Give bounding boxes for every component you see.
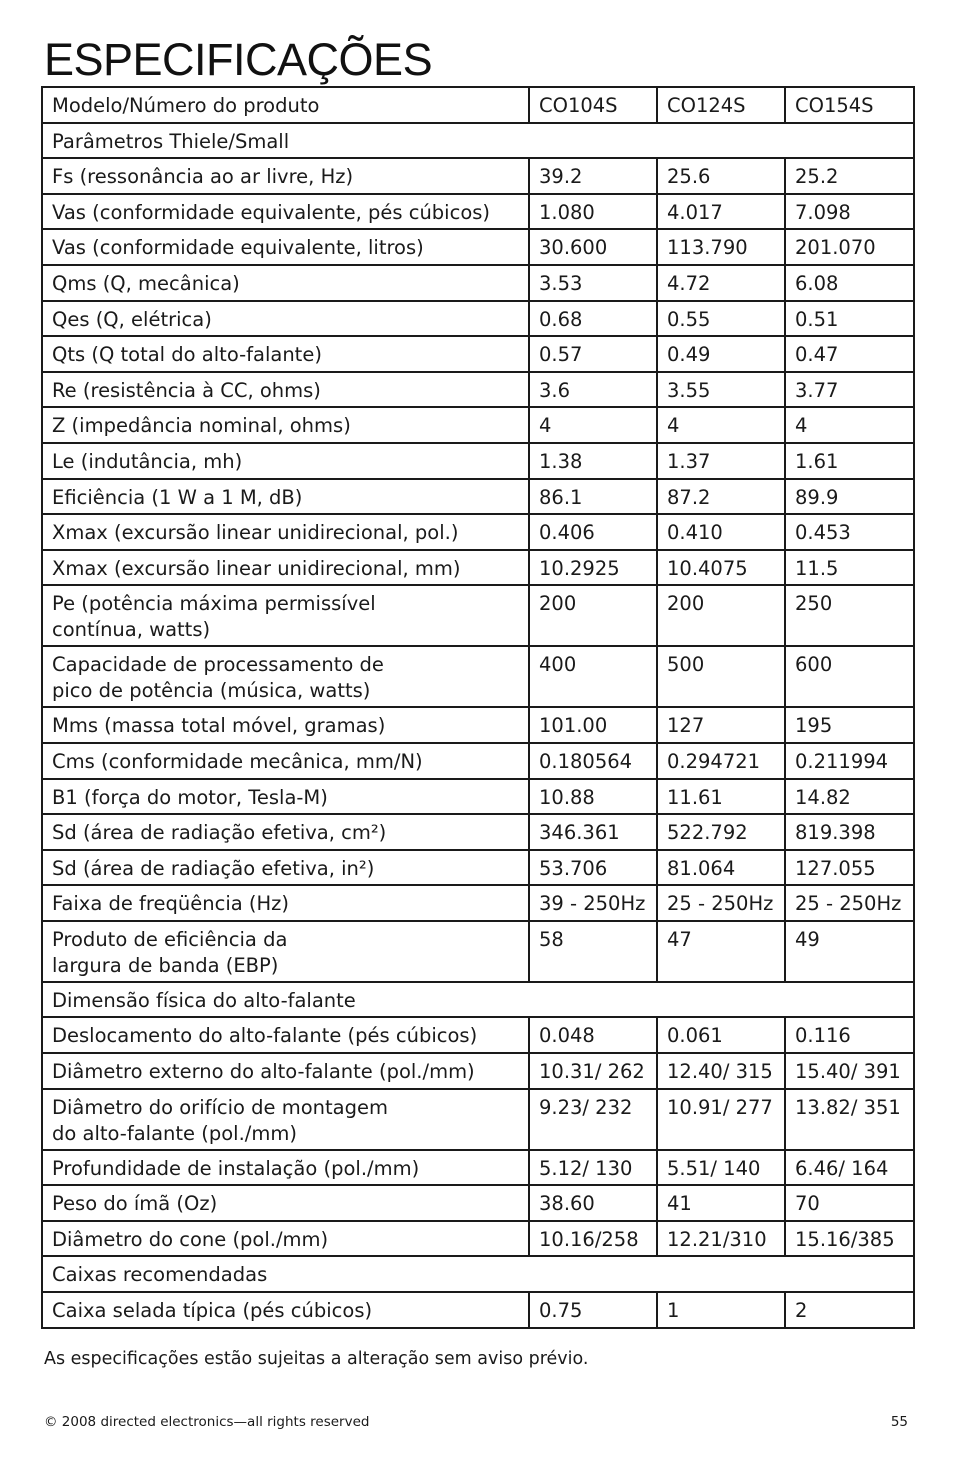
value-cell	[529, 443, 657, 479]
parameter-label: B1 (força do motor, Tesla-M)	[52, 785, 328, 809]
parameter-label: Profundidade de instalação (pol./mm)	[52, 1156, 420, 1180]
value-cell	[529, 1221, 657, 1257]
parameter-cell	[42, 921, 529, 982]
parameter-value: 81.064	[667, 856, 736, 880]
table-row	[42, 646, 914, 707]
parameter-value: 0.453	[795, 521, 851, 545]
value-cell	[785, 885, 914, 921]
value-cell	[657, 779, 785, 815]
parameter-value: 30.600	[539, 236, 608, 260]
table-row	[42, 814, 914, 850]
parameter-value: 10.31/ 262	[539, 1060, 645, 1084]
value-cell	[657, 514, 785, 550]
parameter-cell	[42, 372, 529, 408]
parameter-value: 5.51/ 140	[667, 1156, 761, 1180]
parameter-cell	[42, 158, 529, 194]
parameter-value: 127.055	[795, 856, 876, 880]
parameter-value: 101.00	[539, 714, 608, 738]
parameter-cell	[42, 707, 529, 743]
parameter-value: 4.017	[667, 200, 723, 224]
parameter-cell	[42, 265, 529, 301]
parameter-label: Z (impedância nominal, ohms)	[52, 414, 351, 438]
section-header-row	[42, 982, 914, 1018]
parameter-value: 1	[667, 1299, 680, 1323]
parameter-value: 0.55	[667, 307, 711, 331]
value-cell	[657, 87, 785, 123]
value-cell	[785, 87, 914, 123]
value-cell	[657, 1292, 785, 1328]
parameter-cell	[42, 550, 529, 586]
parameter-value: 25 - 250Hz	[667, 892, 774, 916]
value-cell	[529, 707, 657, 743]
parameter-value: 9.23/ 232	[539, 1095, 633, 1119]
parameter-value: 89.9	[795, 485, 839, 509]
parameter-cell	[42, 443, 529, 479]
parameter-value: 0.57	[539, 343, 583, 367]
parameter-label: Fs (ressonância ao ar livre, Hz)	[52, 165, 354, 189]
parameter-value: 10.16/258	[539, 1227, 639, 1251]
parameter-value: 39.2	[539, 165, 583, 189]
parameter-cell	[42, 1150, 529, 1186]
value-cell	[657, 1053, 785, 1089]
value-cell	[657, 743, 785, 779]
value-cell	[785, 1017, 914, 1053]
value-cell	[785, 479, 914, 515]
value-cell	[657, 1150, 785, 1186]
parameter-value: 6.08	[795, 271, 839, 295]
table-row	[42, 1221, 914, 1257]
value-cell	[529, 301, 657, 337]
parameter-value: 0.180564	[539, 749, 633, 773]
parameter-cell	[42, 514, 529, 550]
parameter-cell	[42, 229, 529, 265]
value-cell	[529, 1292, 657, 1328]
table-row	[42, 479, 914, 515]
parameter-value: 4.72	[667, 271, 711, 295]
parameter-cell	[42, 1089, 529, 1150]
parameter-value: 87.2	[667, 485, 711, 509]
parameter-cell	[42, 1017, 529, 1053]
table-row	[42, 885, 914, 921]
value-cell	[785, 921, 914, 982]
value-cell	[785, 158, 914, 194]
table-row	[42, 743, 914, 779]
value-cell	[657, 336, 785, 372]
parameter-value: 0.116	[795, 1024, 851, 1048]
table-row	[42, 407, 914, 443]
parameter-label: Qts (Q total do alto-falante)	[52, 343, 322, 367]
value-cell	[785, 814, 914, 850]
value-cell	[657, 229, 785, 265]
value-cell	[529, 850, 657, 886]
value-cell	[785, 550, 914, 586]
parameter-value: 0.410	[667, 521, 723, 545]
value-cell	[785, 743, 914, 779]
specifications-table	[41, 86, 915, 1329]
parameter-value: 15.40/ 391	[795, 1060, 901, 1084]
value-cell	[657, 265, 785, 301]
parameter-value: 14.82	[795, 785, 851, 809]
parameter-value: 11.5	[795, 556, 839, 580]
section-header-row	[42, 1256, 914, 1292]
parameter-value: 53.706	[539, 856, 608, 880]
value-cell	[785, 1185, 914, 1221]
value-cell	[529, 158, 657, 194]
parameter-value: CO124S	[667, 94, 746, 117]
parameter-label: Diâmetro do orifício de montagem do alto-falante (pol./mm)	[52, 1095, 388, 1145]
parameter-label: Vas (conformidade equivalente, pés cúbicos)	[52, 200, 491, 224]
value-cell	[785, 372, 914, 408]
parameter-value: 49	[795, 927, 820, 951]
parameter-label: Vas (conformidade equivalente, litros)	[52, 236, 424, 260]
parameter-cell	[42, 87, 529, 123]
parameter-value: 12.21/310	[667, 1227, 767, 1251]
table-row	[42, 229, 914, 265]
parameter-value: 113.790	[667, 236, 748, 260]
parameter-value: 0.49	[667, 343, 711, 367]
parameter-value: 522.792	[667, 821, 748, 845]
value-cell	[657, 1017, 785, 1053]
value-cell	[657, 158, 785, 194]
parameter-value: 25.2	[795, 165, 839, 189]
parameter-value: 39 - 250Hz	[539, 892, 646, 916]
section-header-row	[42, 123, 914, 159]
value-cell	[785, 1150, 914, 1186]
parameter-value: 41	[667, 1192, 692, 1216]
parameter-label: Xmax (excursão linear unidirecional, mm)	[52, 556, 461, 580]
value-cell	[657, 1185, 785, 1221]
value-cell	[529, 229, 657, 265]
parameter-value: 47	[667, 927, 692, 951]
parameter-value: 201.070	[795, 236, 876, 260]
parameter-label: Re (resistência à CC, ohms)	[52, 378, 321, 402]
parameter-value: 819.398	[795, 821, 876, 845]
parameter-cell	[42, 585, 529, 646]
value-cell	[785, 850, 914, 886]
parameter-label: Mms (massa total móvel, gramas)	[52, 714, 386, 738]
parameter-value: 0.211994	[795, 749, 889, 773]
value-cell	[657, 550, 785, 586]
parameter-cell	[42, 336, 529, 372]
table-row	[42, 1053, 914, 1089]
value-cell	[785, 514, 914, 550]
parameter-label: Qes (Q, elétrica)	[52, 307, 212, 331]
table-row	[42, 779, 914, 815]
parameter-value: 4	[539, 414, 552, 438]
parameter-cell	[42, 850, 529, 886]
parameter-label: Cms (conformidade mecânica, mm/N)	[52, 749, 423, 773]
parameter-value: 1.080	[539, 200, 595, 224]
parameter-value: 0.294721	[667, 749, 761, 773]
section-header-label: Caixas recomendadas	[52, 1263, 268, 1287]
table-row	[42, 1017, 914, 1053]
parameter-value: 0.51	[795, 307, 839, 331]
parameter-label: Peso do ímã (Oz)	[52, 1192, 218, 1216]
section-header-cell	[42, 982, 914, 1018]
table-row	[42, 158, 914, 194]
parameter-value: 3.53	[539, 271, 583, 295]
parameter-value: 0.68	[539, 307, 583, 331]
parameter-value: 195	[795, 714, 833, 738]
table-row	[42, 707, 914, 743]
parameter-label: Pe (potência máxima permissível contínua, watts)	[52, 592, 376, 642]
value-cell	[529, 1150, 657, 1186]
value-cell	[785, 194, 914, 230]
value-cell	[657, 814, 785, 850]
value-cell	[657, 885, 785, 921]
value-cell	[785, 646, 914, 707]
parameter-value: 4	[667, 414, 680, 438]
parameter-cell	[42, 194, 529, 230]
parameter-cell	[42, 1185, 529, 1221]
disclaimer-note: As especificações estão sujeitas a alteração sem aviso prévio.	[44, 1349, 589, 1369]
parameter-value: 58	[539, 927, 564, 951]
footer-copyright: © 2008 directed electronics—all rights reserved	[44, 1414, 370, 1430]
table-row	[42, 443, 914, 479]
parameter-value: 15.16/385	[795, 1227, 895, 1251]
parameter-value: 3.77	[795, 378, 839, 402]
value-cell	[657, 646, 785, 707]
section-header-cell	[42, 1256, 914, 1292]
value-cell	[529, 921, 657, 982]
page-title: ESPECIFICAÇÕES	[44, 34, 433, 85]
parameter-label: Le (indutância, mh)	[52, 449, 243, 473]
parameter-label: Sd (área de radiação efetiva, in²)	[52, 856, 375, 880]
parameter-cell	[42, 1292, 529, 1328]
value-cell	[657, 585, 785, 646]
parameter-value: 500	[667, 653, 705, 677]
parameter-cell	[42, 743, 529, 779]
value-cell	[657, 301, 785, 337]
section-header-label: Dimensão física do alto-falante	[52, 988, 356, 1012]
value-cell	[529, 194, 657, 230]
parameter-label: Capacidade de processamento de pico de potência (música, watts)	[52, 653, 384, 703]
value-cell	[529, 407, 657, 443]
parameter-value: 10.2925	[539, 556, 620, 580]
parameter-cell	[42, 1053, 529, 1089]
value-cell	[785, 336, 914, 372]
table-row	[42, 265, 914, 301]
table-row	[42, 585, 914, 646]
value-cell	[657, 1089, 785, 1150]
parameter-label: Modelo/Número do produto	[52, 94, 320, 117]
parameter-value: 5.12/ 130	[539, 1156, 633, 1180]
parameter-value: 2	[795, 1299, 808, 1323]
parameter-label: Produto de eficiência da largura de banda (EBP)	[52, 927, 288, 977]
parameter-value: 600	[795, 653, 833, 677]
value-cell	[529, 779, 657, 815]
value-cell	[785, 585, 914, 646]
parameter-cell	[42, 407, 529, 443]
parameter-value: CO104S	[539, 94, 618, 117]
value-cell	[529, 885, 657, 921]
table-row	[42, 372, 914, 408]
parameter-value: 1.38	[539, 449, 583, 473]
parameter-value: 0.406	[539, 521, 595, 545]
parameter-label: Sd (área de radiação efetiva, cm²)	[52, 821, 387, 845]
parameter-value: 7.098	[795, 200, 851, 224]
value-cell	[785, 301, 914, 337]
parameter-label: Diâmetro do cone (pol./mm)	[52, 1227, 329, 1251]
value-cell	[529, 550, 657, 586]
page-number: 55	[890, 1414, 908, 1430]
parameter-value: CO154S	[795, 94, 874, 117]
parameter-value: 38.60	[539, 1192, 595, 1216]
value-cell	[785, 1221, 914, 1257]
value-cell	[785, 443, 914, 479]
parameter-value: 6.46/ 164	[795, 1156, 889, 1180]
table-row	[42, 194, 914, 230]
parameter-value: 400	[539, 653, 577, 677]
parameter-label: Eficiência (1 W a 1 M, dB)	[52, 485, 303, 509]
value-cell	[657, 407, 785, 443]
parameter-label: Caixa selada típica (pés cúbicos)	[52, 1299, 373, 1323]
table-row	[42, 1292, 914, 1328]
parameter-value: 11.61	[667, 785, 723, 809]
value-cell	[657, 479, 785, 515]
parameter-cell	[42, 1221, 529, 1257]
parameter-value: 10.88	[539, 785, 595, 809]
value-cell	[529, 585, 657, 646]
value-cell	[529, 372, 657, 408]
value-cell	[785, 1053, 914, 1089]
table-row	[42, 336, 914, 372]
table-row	[42, 87, 914, 123]
parameter-value: 1.61	[795, 449, 839, 473]
value-cell	[529, 265, 657, 301]
value-cell	[529, 646, 657, 707]
value-cell	[657, 921, 785, 982]
parameter-label: Deslocamento do alto-falante (pés cúbicos)	[52, 1024, 478, 1048]
parameter-value: 4	[795, 414, 808, 438]
parameter-value: 127	[667, 714, 705, 738]
table-row	[42, 850, 914, 886]
table-row	[42, 301, 914, 337]
parameter-cell	[42, 779, 529, 815]
parameter-label: Xmax (excursão linear unidirecional, pol.)	[52, 521, 459, 545]
table-row	[42, 550, 914, 586]
value-cell	[657, 443, 785, 479]
value-cell	[529, 514, 657, 550]
value-cell	[529, 479, 657, 515]
value-cell	[657, 707, 785, 743]
parameter-value: 200	[667, 592, 705, 616]
parameter-cell	[42, 646, 529, 707]
parameter-value: 25 - 250Hz	[795, 892, 902, 916]
parameter-value: 10.4075	[667, 556, 748, 580]
table-row	[42, 514, 914, 550]
value-cell	[785, 1089, 914, 1150]
value-cell	[529, 336, 657, 372]
value-cell	[529, 87, 657, 123]
section-header-cell	[42, 123, 914, 159]
parameter-value: 1.37	[667, 449, 711, 473]
value-cell	[657, 1221, 785, 1257]
parameter-label: Diâmetro externo do alto-falante (pol./mm)	[52, 1060, 475, 1084]
parameter-value: 0.75	[539, 1299, 583, 1323]
parameter-label: Faixa de freqüência (Hz)	[52, 892, 289, 916]
value-cell	[785, 265, 914, 301]
parameter-cell	[42, 479, 529, 515]
parameter-value: 86.1	[539, 485, 583, 509]
value-cell	[785, 407, 914, 443]
parameter-value: 3.55	[667, 378, 711, 402]
value-cell	[529, 1053, 657, 1089]
parameter-value: 0.47	[795, 343, 839, 367]
value-cell	[785, 707, 914, 743]
parameter-cell	[42, 301, 529, 337]
value-cell	[529, 1089, 657, 1150]
parameter-value: 3.6	[539, 378, 571, 402]
table-row	[42, 1089, 914, 1150]
section-header-label: Parâmetros Thiele/Small	[52, 129, 290, 153]
value-cell	[529, 814, 657, 850]
value-cell	[785, 779, 914, 815]
value-cell	[529, 1185, 657, 1221]
parameter-cell	[42, 885, 529, 921]
value-cell	[657, 850, 785, 886]
value-cell	[785, 229, 914, 265]
value-cell	[529, 1017, 657, 1053]
value-cell	[529, 743, 657, 779]
parameter-value: 346.361	[539, 821, 620, 845]
specifications-table-body	[42, 87, 914, 1328]
table-row	[42, 921, 914, 982]
parameter-value: 12.40/ 315	[667, 1060, 773, 1084]
parameter-value: 25.6	[667, 165, 711, 189]
value-cell	[657, 194, 785, 230]
parameter-label: Qms (Q, mecânica)	[52, 271, 240, 295]
value-cell	[785, 1292, 914, 1328]
parameter-value: 250	[795, 592, 833, 616]
value-cell	[657, 372, 785, 408]
parameter-value: 70	[795, 1192, 820, 1216]
parameter-value: 0.061	[667, 1024, 723, 1048]
table-row	[42, 1185, 914, 1221]
parameter-value: 200	[539, 592, 577, 616]
parameter-value: 10.91/ 277	[667, 1095, 773, 1119]
parameter-cell	[42, 814, 529, 850]
parameter-value: 13.82/ 351	[795, 1095, 901, 1119]
parameter-value: 0.048	[539, 1024, 595, 1048]
table-row	[42, 1150, 914, 1186]
